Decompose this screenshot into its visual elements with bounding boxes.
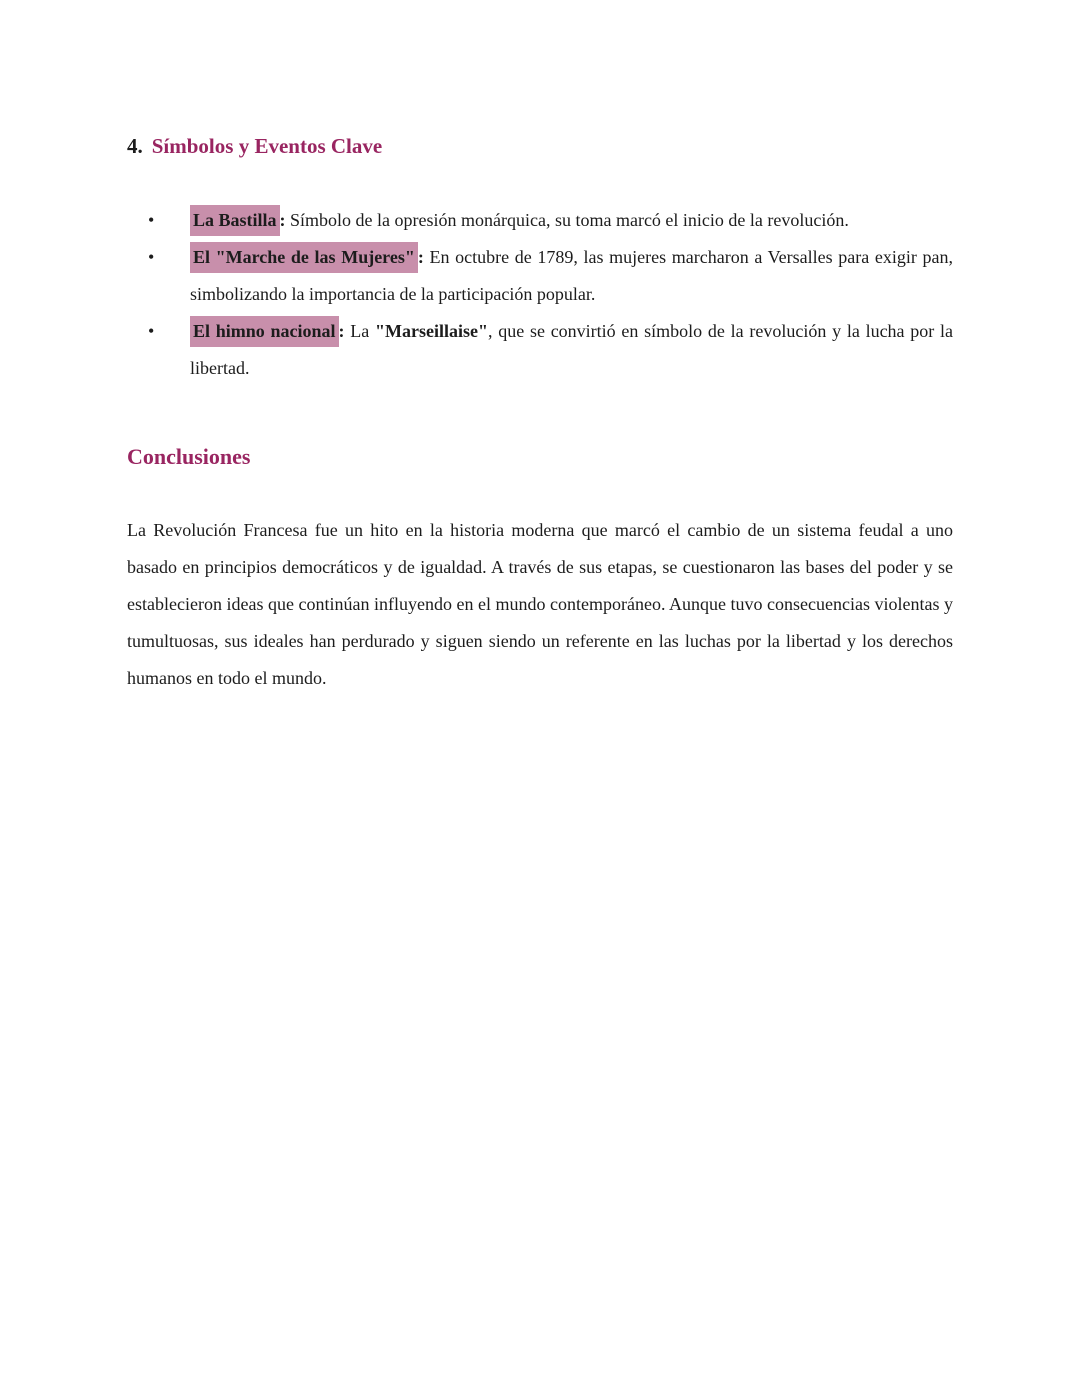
section-title: Símbolos y Eventos Clave — [151, 134, 383, 158]
text-run: La — [344, 321, 376, 341]
text-run: : — [417, 247, 424, 267]
key-events-list — [127, 202, 953, 387]
text-run: Símbolo de la opresión monárquica, su toma marcó el inicio de la revolución. — [285, 210, 849, 230]
text-run: , que se convirtió en símbolo de la revolución y la lucha por la libertad. — [190, 321, 954, 378]
list-item — [127, 313, 953, 387]
text-run: : — [279, 210, 286, 230]
list-item-text — [190, 205, 849, 236]
list-item-text — [190, 242, 953, 304]
conclusion-paragraph: La Revolución Francesa fue un hito en la historia moderna que marcó el cambio de un sistema feudal a uno basado en principios democráticos y de igualdad. A través de sus etapas, se cuestionaron las bases del poder y se establecieron ideas que continúan influyendo en el mundo contemporáneo. Aunque tuvo consecuencias violentas y tumultuosas, sus ideales han perdurado y siguen siendo un referente en las luchas por la libertad y los derechos humanos en todo el mundo. — [127, 520, 953, 688]
bullet-icon: • — [148, 321, 155, 341]
list-item — [127, 239, 953, 313]
section-number: 4. — [127, 134, 143, 158]
list-item-text — [190, 316, 953, 378]
list-item — [127, 202, 953, 239]
text-run: El himno nacional — [190, 316, 339, 347]
text-run: En octubre de 1789, las mujeres marcharon a Versalles para exigir pan, simbolizando la importancia de la participación popular. — [190, 247, 953, 304]
text-run: : — [338, 321, 345, 341]
section-heading — [127, 133, 953, 159]
text-run: La Bastilla — [190, 205, 280, 236]
bullet-icon: • — [148, 247, 155, 267]
text-run: El "Marche de las Mujeres" — [190, 242, 418, 273]
text-run: "Marseillaise" — [375, 321, 488, 341]
conclusions-heading: Conclusiones — [127, 444, 251, 469]
bullet-icon: • — [148, 210, 155, 230]
